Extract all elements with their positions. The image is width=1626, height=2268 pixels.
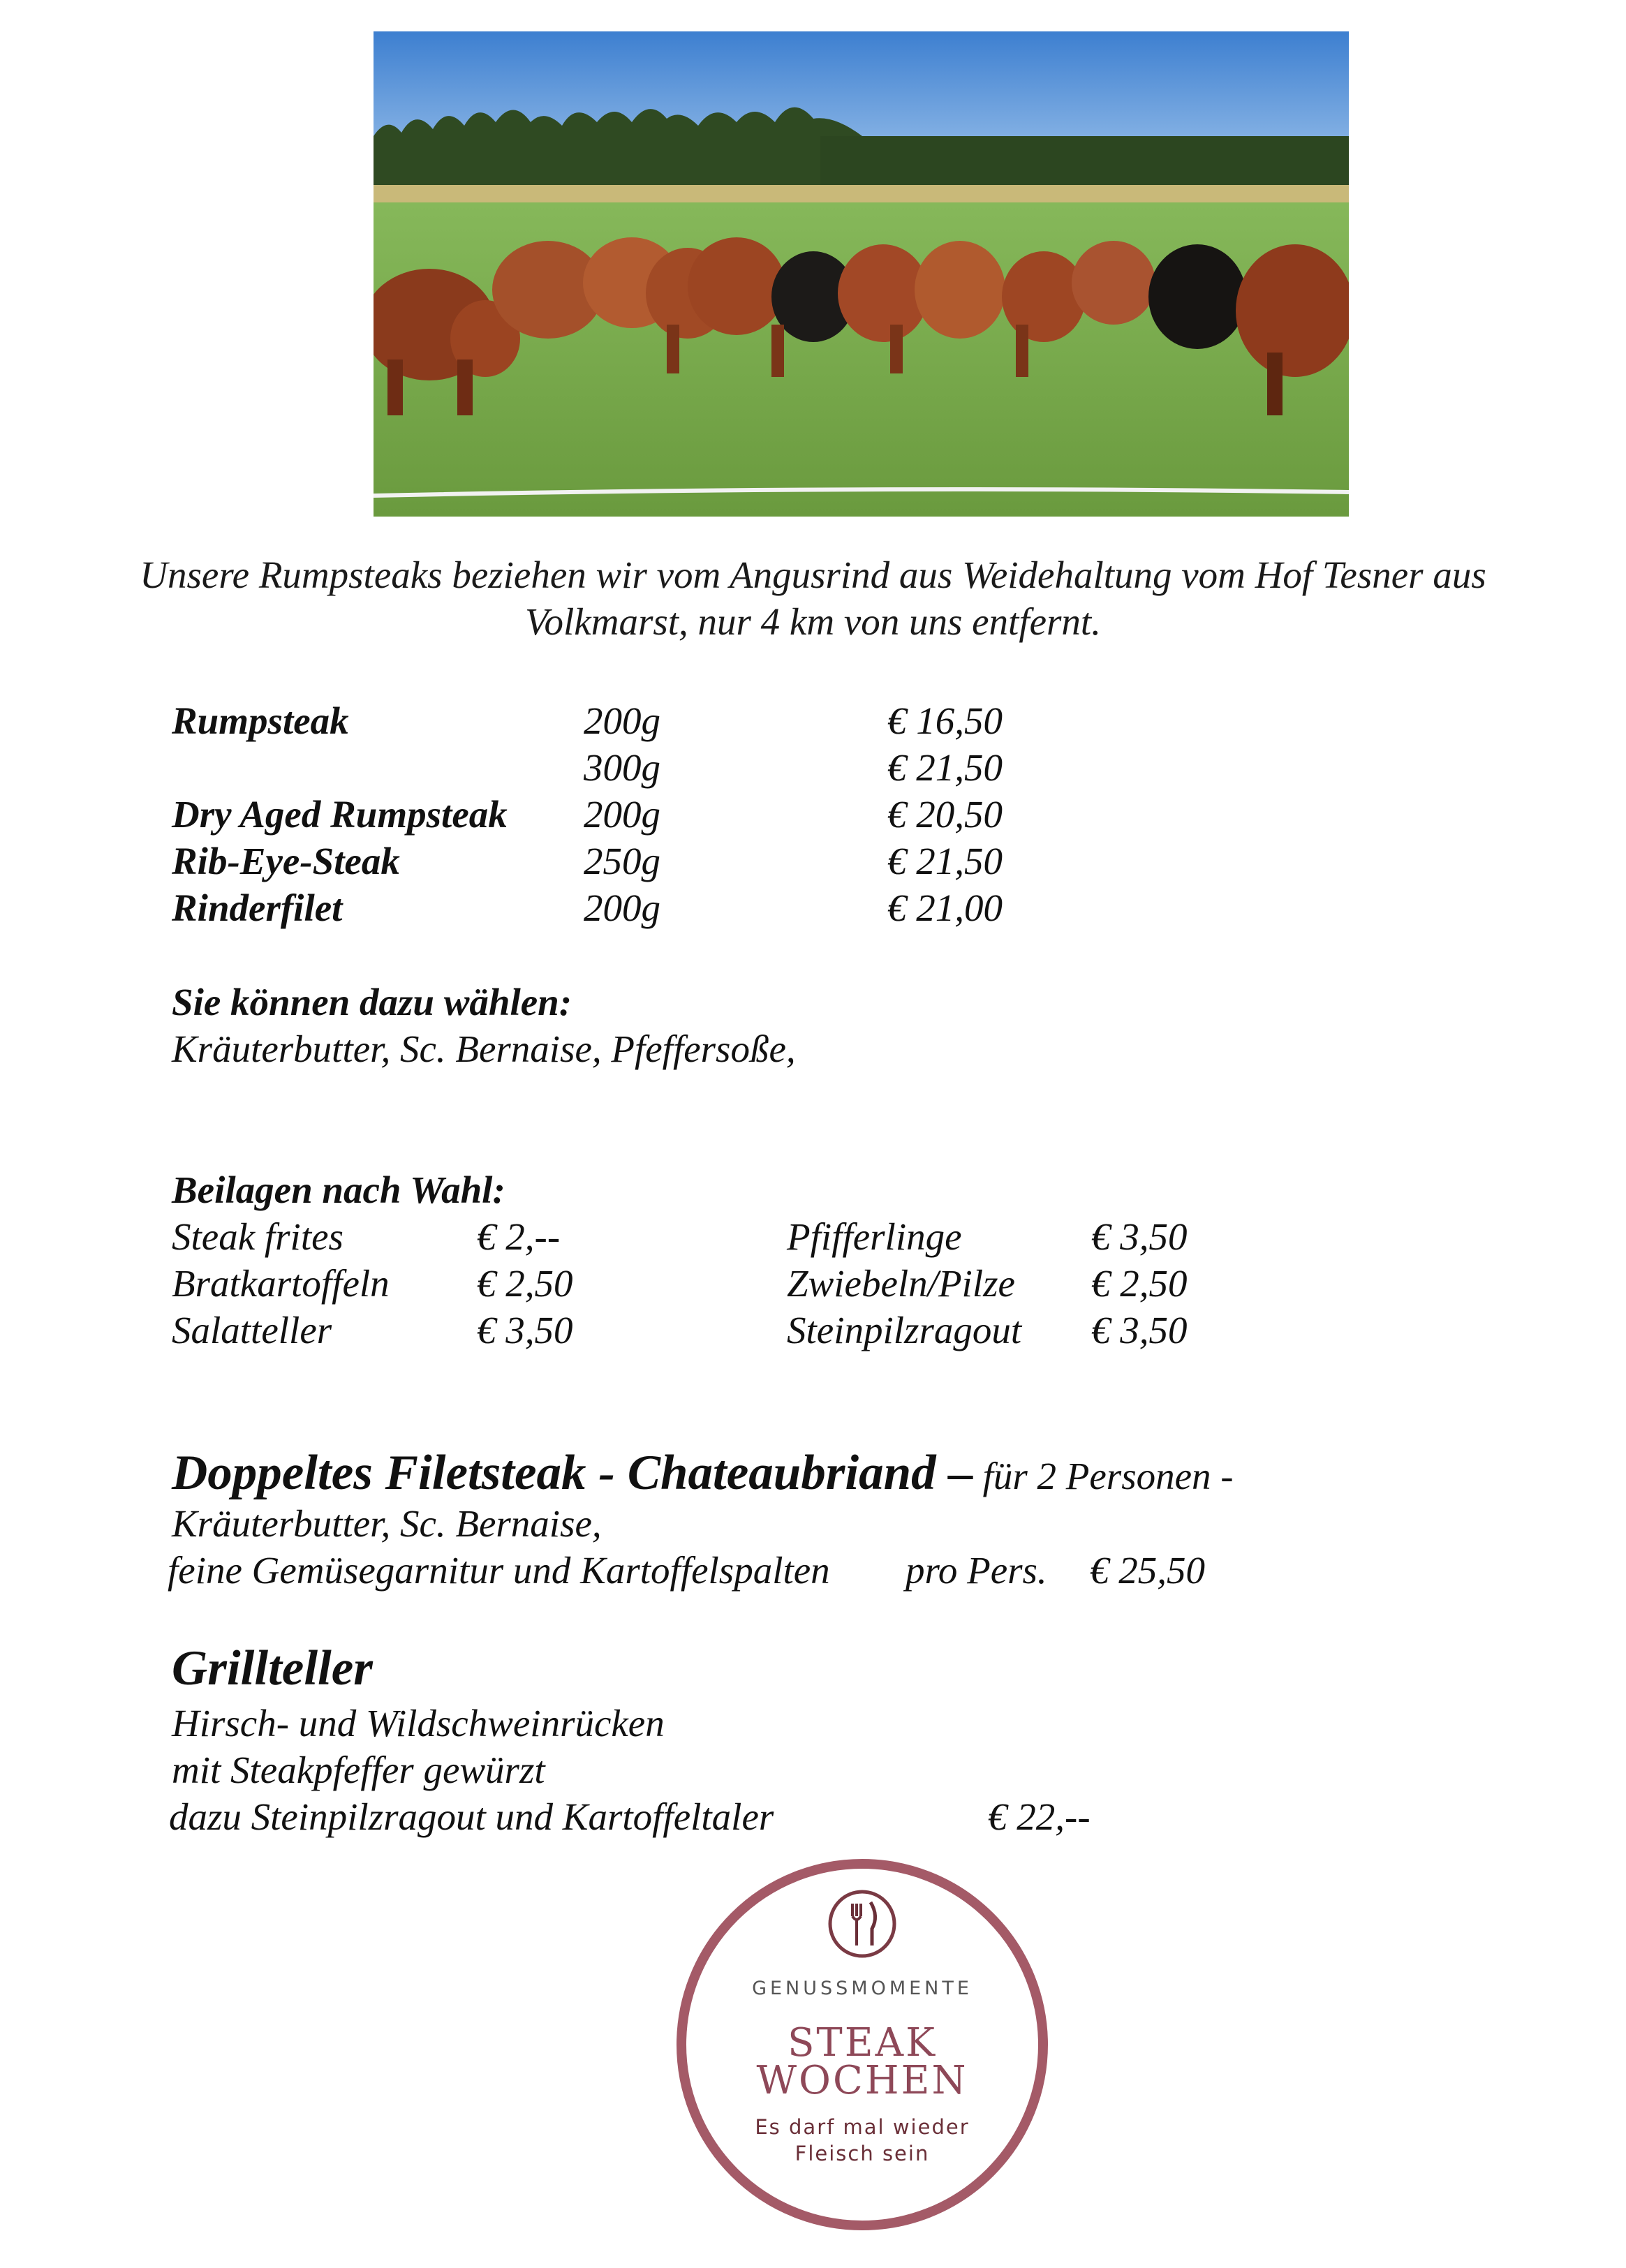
steak-price: € 20,50 (887, 793, 1003, 836)
grill-price: € 22,-- (988, 1795, 1091, 1838)
side-price: € 2,50 (1091, 1262, 1188, 1305)
chateaubriand-line-1: Kräuterbutter, Sc. Bernaise, (172, 1502, 602, 1545)
grill-title: Grillteller (172, 1641, 373, 1696)
grill-line-3: dazu Steinpilzragout und Kartoffeltaler (169, 1795, 774, 1838)
sauces-heading: Sie können dazu wählen: (172, 981, 572, 1023)
chateaubriand-price: € 25,50 (1090, 1549, 1205, 1592)
steak-weight: 300g (584, 746, 660, 789)
logo-title-2: WOCHEN (756, 2058, 968, 2103)
steak-name: Rib-Eye-Steak (172, 840, 400, 882)
side-name: Pfifferlinge (787, 1215, 962, 1258)
logo-top-text: GENUSSMOMENTE (752, 1978, 973, 1999)
steak-price: € 21,00 (887, 887, 1003, 929)
side-price: € 3,50 (477, 1309, 573, 1351)
side-name: Zwiebeln/Pilze (787, 1262, 1015, 1305)
logo-tagline-2: Fleisch sein (794, 2142, 930, 2165)
steak-name: Dry Aged Rumpsteak (172, 793, 508, 836)
steak-price: € 21,50 (887, 840, 1003, 882)
steak-weight: 200g (584, 793, 660, 836)
steak-price: € 21,50 (887, 746, 1003, 789)
grill-line-2: mit Steakpfeffer gewürzt (172, 1749, 545, 1791)
chateaubriand-unit: pro Pers. (906, 1549, 1047, 1592)
sauces-items: Kräuterbutter, Sc. Bernaise, Pfeffersoße, (172, 1028, 796, 1070)
intro-line-1: Unsere Rumpsteaks beziehen wir vom Angusrind aus Weidehaltung vom Hof Tesner aus (140, 554, 1486, 596)
steak-name: Rumpsteak (172, 699, 349, 742)
logo-tagline-1: Es darf mal wieder (755, 2115, 970, 2139)
side-price: € 2,-- (477, 1215, 561, 1258)
side-name: Steak frites (172, 1215, 343, 1258)
steak-weight: 200g (584, 887, 660, 929)
steak-name: Rinderfilet (172, 887, 343, 929)
steakwochen-logo (674, 1856, 1051, 2233)
chateaubriand-title: Doppeltes Filetsteak - Chateaubriand – (172, 1446, 973, 1500)
side-name: Steinpilzragout (787, 1309, 1022, 1351)
intro-line-2: Volkmarst, nur 4 km von uns entfernt. (525, 600, 1101, 643)
sides-heading: Beilagen nach Wahl: (172, 1169, 505, 1211)
chateaubriand-line-2: feine Gemüsegarnitur und Kartoffelspalten (168, 1549, 830, 1592)
side-name: Bratkartoffeln (172, 1262, 390, 1305)
cattle-photo (374, 31, 1349, 517)
side-price: € 3,50 (1091, 1309, 1188, 1351)
steak-price: € 16,50 (887, 699, 1003, 742)
chateaubriand-subtitle: für 2 Personen - (982, 1455, 1234, 1497)
grill-line-1: Hirsch- und Wildschweinrücken (172, 1702, 665, 1744)
intro-text (0, 551, 1626, 645)
chateaubriand-title-row (172, 1445, 1234, 1504)
side-name: Salatteller (172, 1309, 332, 1351)
steak-weight: 200g (584, 699, 660, 742)
side-price: € 2,50 (477, 1262, 573, 1305)
steak-weight: 250g (584, 840, 660, 882)
logo-title-1: STEAK (788, 2020, 937, 2066)
side-price: € 3,50 (1091, 1215, 1188, 1258)
